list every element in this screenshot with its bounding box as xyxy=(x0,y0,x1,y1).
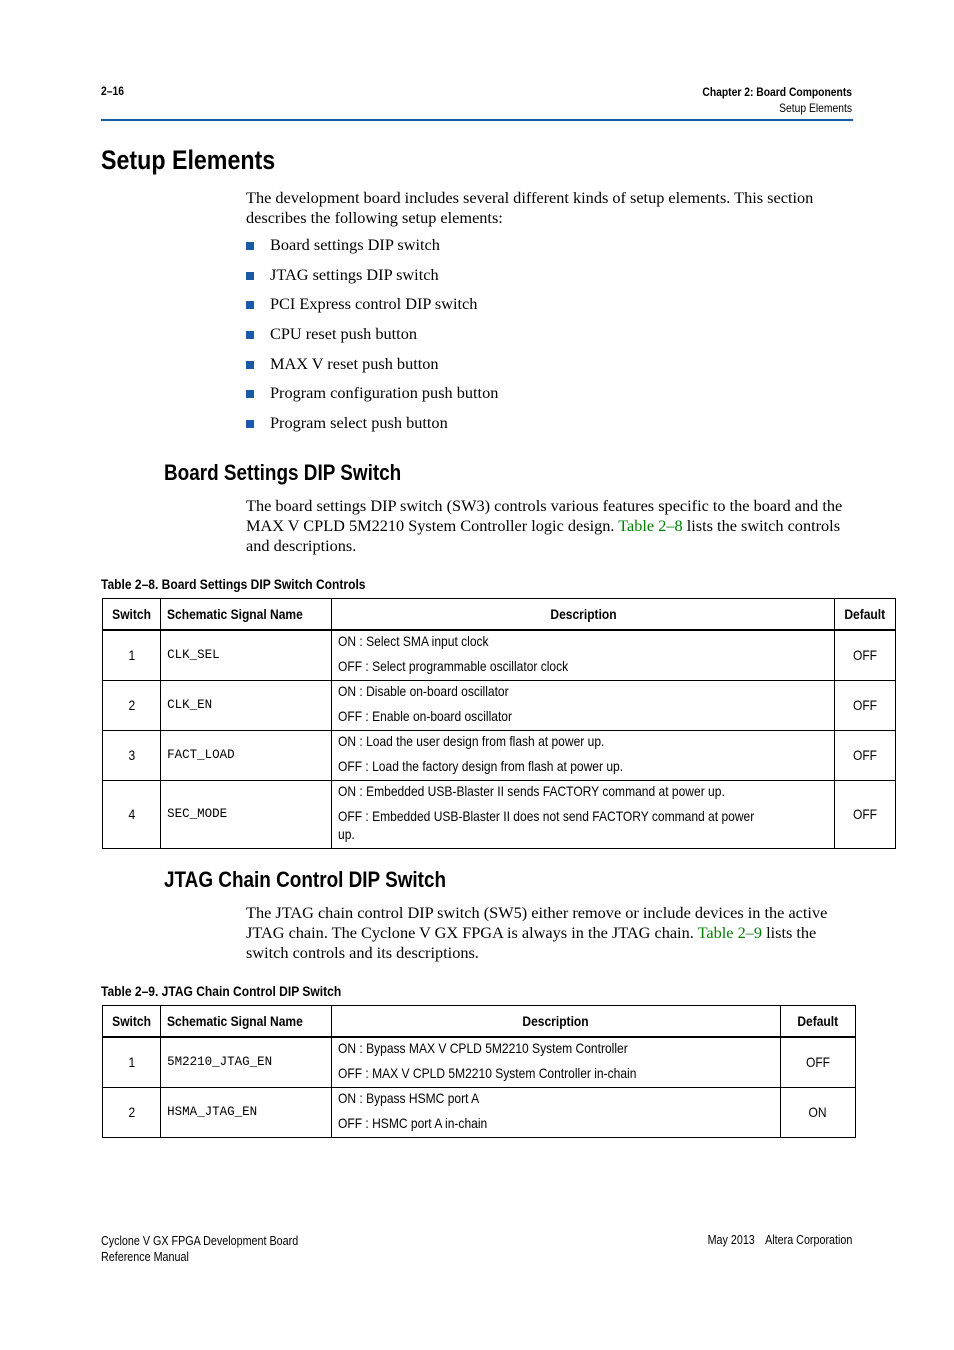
list-item: Program select push button xyxy=(246,413,498,443)
column-header-description: Description xyxy=(332,1006,781,1038)
description-cell: ON : Embedded USB-Blaster II sends FACTORY command at power up. OFF : Embedded USB-Blaster II does not send FACTORY command at power up. xyxy=(332,780,835,848)
list-item: Board settings DIP switch xyxy=(246,235,498,265)
bullet-square-icon xyxy=(246,242,254,250)
switch-cell: 2 xyxy=(103,680,161,730)
intro-paragraph: The development board includes several different kinds of setup elements. This section describes the following setup elements: xyxy=(246,188,814,227)
board-settings-paragraph: The board settings DIP switch (SW3) controls various features specific to the board and the MAX V CPLD 5M2210 System Controller logic design. Table 2–8 lists the switch controls and descriptions. xyxy=(246,496,843,555)
default-cell: OFF xyxy=(780,1037,855,1087)
running-header xyxy=(678,84,852,116)
signal-cell: 5M2210_JTAG_EN xyxy=(161,1037,332,1087)
bullet-square-icon xyxy=(246,331,254,339)
jtag-chain-table xyxy=(102,1005,856,1138)
header-rule xyxy=(101,119,853,121)
list-item: JTAG settings DIP switch xyxy=(246,265,498,295)
column-header-switch: Switch xyxy=(103,1006,161,1038)
page-number: 2–16 xyxy=(101,84,124,98)
default-cell: ON xyxy=(780,1087,855,1137)
section-title: Setup Elements xyxy=(779,101,852,115)
table-2-9-caption: Table 2–9. JTAG Chain Control DIP Switch xyxy=(101,983,342,999)
table-2-9-link[interactable]: Table 2–9 xyxy=(697,923,762,942)
switch-cell: 1 xyxy=(103,1037,161,1087)
jtag-chain-paragraph: The JTAG chain control DIP switch (SW5) either remove or include devices in the active JTAG chain. The Cyclone V GX FPGA is always in the JTAG chain. Table 2–9 lists the switch controls and its descriptions. xyxy=(246,903,828,962)
column-header-description: Description xyxy=(332,599,835,631)
list-item: Program configuration push button xyxy=(246,383,498,413)
description-cell: ON : Disable on-board oscillator OFF : Enable on-board oscillator xyxy=(332,680,835,730)
table-row xyxy=(103,730,896,780)
footer-document-title: Cyclone V GX FPGA Development Board Reference Manual xyxy=(101,1234,299,1264)
bullet-square-icon xyxy=(246,361,254,369)
page-title: Setup Elements xyxy=(101,145,276,175)
table-2-8-link[interactable]: Table 2–8 xyxy=(618,516,683,535)
chapter-title: Chapter 2: Board Components xyxy=(702,85,852,99)
description-cell: ON : Bypass HSMC port A OFF : HSMC port A in-chain xyxy=(332,1087,781,1137)
table-header-row xyxy=(103,1006,856,1038)
signal-cell: HSMA_JTAG_EN xyxy=(161,1087,332,1137)
default-cell: OFF xyxy=(835,680,895,730)
board-settings-heading: Board Settings DIP Switch xyxy=(164,460,402,485)
bullet-square-icon xyxy=(246,272,254,280)
signal-cell: SEC_MODE xyxy=(161,780,332,848)
table-row xyxy=(103,630,896,680)
column-header-default: Default xyxy=(835,599,895,631)
bullet-square-icon xyxy=(246,390,254,398)
switch-cell: 3 xyxy=(103,730,161,780)
bullet-square-icon xyxy=(246,420,254,428)
signal-cell: FACT_LOAD xyxy=(161,730,332,780)
bullet-square-icon xyxy=(246,301,254,309)
table-2-8-caption: Table 2–8. Board Settings DIP Switch Controls xyxy=(101,576,366,592)
description-cell: ON : Bypass MAX V CPLD 5M2210 System Controller OFF : MAX V CPLD 5M2210 System Controller in-chain xyxy=(332,1037,781,1087)
default-cell: OFF xyxy=(835,630,895,680)
table-row xyxy=(103,1087,856,1137)
list-item: MAX V reset push button xyxy=(246,354,498,384)
switch-cell: 4 xyxy=(103,780,161,848)
table-row xyxy=(103,780,896,848)
list-item: PCI Express control DIP switch xyxy=(246,294,498,324)
default-cell: OFF xyxy=(835,780,895,848)
list-item: CPU reset push button xyxy=(246,324,498,354)
description-cell: ON : Select SMA input clock OFF : Select programmable oscillator clock xyxy=(332,630,835,680)
table-row xyxy=(103,1037,856,1087)
signal-cell: CLK_SEL xyxy=(161,630,332,680)
switch-cell: 2 xyxy=(103,1087,161,1137)
signal-cell: CLK_EN xyxy=(161,680,332,730)
board-settings-table xyxy=(102,598,896,849)
column-header-switch: Switch xyxy=(103,599,161,631)
footer-date-company: May 2013 Altera Corporation xyxy=(707,1233,852,1247)
setup-elements-list xyxy=(246,235,498,443)
description-cell: ON : Load the user design from flash at power up. OFF : Load the factory design from flash at power up. xyxy=(332,730,835,780)
table-header-row xyxy=(103,599,896,631)
default-cell: OFF xyxy=(835,730,895,780)
switch-cell: 1 xyxy=(103,630,161,680)
column-header-signal: Schematic Signal Name xyxy=(161,599,332,631)
column-header-default: Default xyxy=(780,1006,855,1038)
column-header-signal: Schematic Signal Name xyxy=(161,1006,332,1038)
jtag-chain-heading: JTAG Chain Control DIP Switch xyxy=(164,867,447,892)
table-row xyxy=(103,680,896,730)
